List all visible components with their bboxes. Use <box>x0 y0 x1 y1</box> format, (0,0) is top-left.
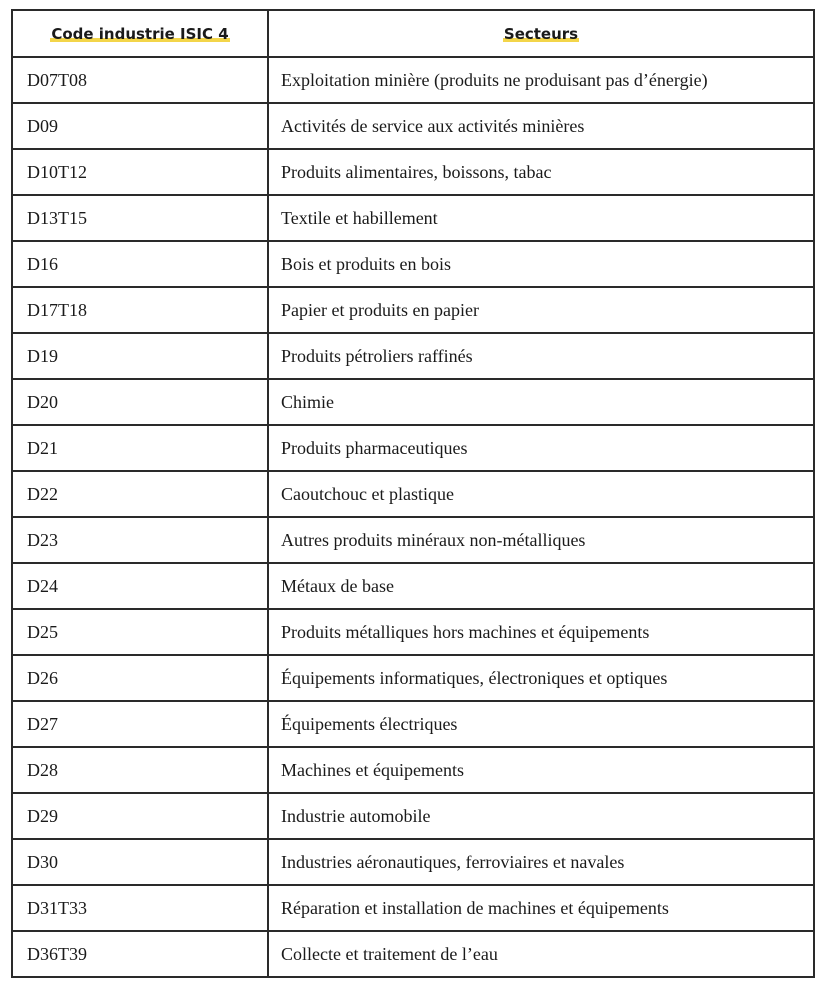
table-row <box>12 609 814 655</box>
table-row <box>12 57 814 103</box>
code-cell: D13T15 <box>12 195 268 241</box>
table-row <box>12 931 814 977</box>
code-cell: D10T12 <box>12 149 268 195</box>
table-row <box>12 747 814 793</box>
code-cell: D17T18 <box>12 287 268 333</box>
sector-cell: Métaux de base <box>268 563 814 609</box>
code-cell: D29 <box>12 793 268 839</box>
table-row <box>12 333 814 379</box>
sector-cell: Bois et produits en bois <box>268 241 814 287</box>
sector-cell: Produits pétroliers raffinés <box>268 333 814 379</box>
table-row <box>12 471 814 517</box>
code-cell: D09 <box>12 103 268 149</box>
sector-cell: Autres produits minéraux non-métalliques <box>268 517 814 563</box>
table-row <box>12 149 814 195</box>
header-code-label: Code industrie ISIC 4 <box>51 24 229 43</box>
code-cell: D22 <box>12 471 268 517</box>
code-cell: D21 <box>12 425 268 471</box>
sector-cell: Collecte et traitement de l’eau <box>268 931 814 977</box>
sector-cell: Industries aéronautiques, ferroviaires et navales <box>268 839 814 885</box>
sector-cell: Papier et produits en papier <box>268 287 814 333</box>
table-row <box>12 195 814 241</box>
table-row <box>12 287 814 333</box>
sector-cell: Industrie automobile <box>268 793 814 839</box>
table-row <box>12 885 814 931</box>
sector-cell: Caoutchouc et plastique <box>268 471 814 517</box>
header-code <box>12 10 268 57</box>
table-row <box>12 241 814 287</box>
header-row <box>12 10 814 57</box>
code-cell: D20 <box>12 379 268 425</box>
table-row <box>12 379 814 425</box>
sector-cell: Exploitation minière (produits ne produisant pas d’énergie) <box>268 57 814 103</box>
header-sector-label: Secteurs <box>503 24 579 43</box>
sector-cell: Équipements électriques <box>268 701 814 747</box>
code-cell: D31T33 <box>12 885 268 931</box>
sector-cell: Textile et habillement <box>268 195 814 241</box>
code-cell: D27 <box>12 701 268 747</box>
isic-sector-table-container <box>11 9 813 978</box>
code-cell: D30 <box>12 839 268 885</box>
table-row <box>12 793 814 839</box>
header-sector <box>268 10 814 57</box>
table-row <box>12 517 814 563</box>
table-row <box>12 563 814 609</box>
code-cell: D28 <box>12 747 268 793</box>
code-cell: D25 <box>12 609 268 655</box>
sector-cell: Machines et équipements <box>268 747 814 793</box>
table-row <box>12 701 814 747</box>
table-row <box>12 425 814 471</box>
code-cell: D16 <box>12 241 268 287</box>
sector-cell: Produits alimentaires, boissons, tabac <box>268 149 814 195</box>
code-cell: D26 <box>12 655 268 701</box>
code-cell: D23 <box>12 517 268 563</box>
sector-cell: Équipements informatiques, électroniques et optiques <box>268 655 814 701</box>
isic-sector-table <box>11 9 815 978</box>
sector-cell: Produits pharmaceutiques <box>268 425 814 471</box>
sector-cell: Produits métalliques hors machines et équipements <box>268 609 814 655</box>
code-cell: D19 <box>12 333 268 379</box>
sector-cell: Activités de service aux activités minières <box>268 103 814 149</box>
sector-cell: Chimie <box>268 379 814 425</box>
table-row <box>12 655 814 701</box>
table-row <box>12 103 814 149</box>
code-cell: D07T08 <box>12 57 268 103</box>
sector-cell: Réparation et installation de machines et équipements <box>268 885 814 931</box>
code-cell: D24 <box>12 563 268 609</box>
table-row <box>12 839 814 885</box>
code-cell: D36T39 <box>12 931 268 977</box>
